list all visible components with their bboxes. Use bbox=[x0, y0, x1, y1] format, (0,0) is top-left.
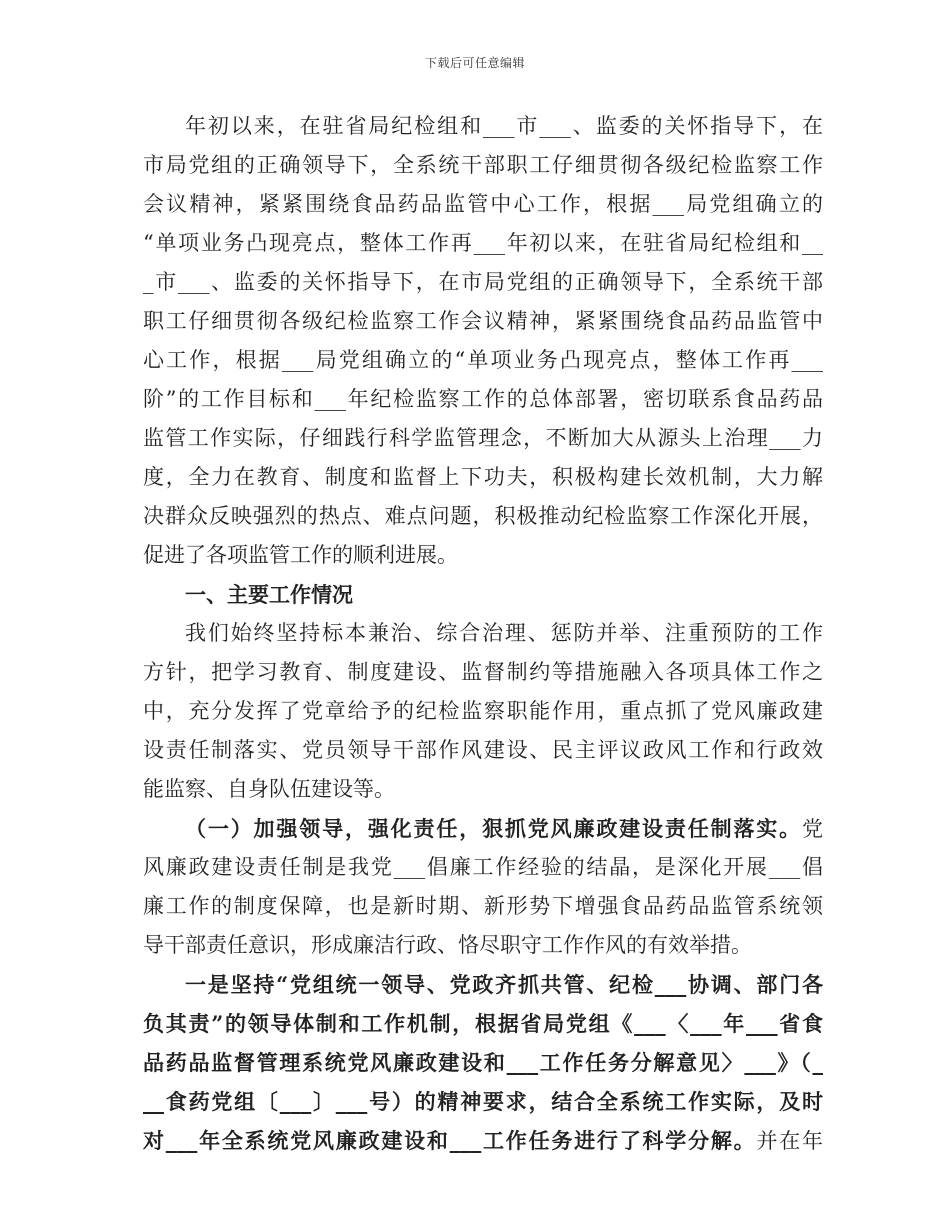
intro-line: _市___、监委的关怀指导下，在市局党组的正确领导下，全系统干部 bbox=[143, 270, 823, 294]
intro-line: 决群众反映强烈的热点、难点问题，积极推动纪检监察工作深化开展， bbox=[143, 504, 823, 528]
intro-paragraph bbox=[143, 107, 823, 575]
section-line: 中，充分发挥了党章给予的纪检监察职能作用，重点抓了党风廉政建 bbox=[143, 699, 823, 723]
section-line: 我们始终坚持标本兼治、综合治理、惩防并举、注重预防的工作 bbox=[185, 621, 823, 645]
intro-line: 职工仔细贯彻各级纪检监察工作会议精神，紧紧围绕食品药品监管中 bbox=[143, 309, 823, 333]
point-line: __食药党组〔___〕___号）的精神要求，结合全系统工作实际，及时 bbox=[143, 1089, 823, 1114]
point-last-bold: 对___年全系统党风廉政建设和___工作任务进行了科学分解。 bbox=[143, 1128, 757, 1153]
intro-line: 促进了各项监管工作的顺利进展。 bbox=[143, 543, 458, 567]
intro-line: 心工作，根据___局党组确立的“单项业务凸现亮点，整体工作再___ bbox=[143, 348, 823, 372]
intro-line: 监管工作实际，仔细践行科学监管理念，不断加大从源头上治理___力 bbox=[143, 426, 823, 450]
point-line: 负其责”的领导体制和工作机制，根据省局党组《___〈___年___省食 bbox=[143, 1011, 823, 1036]
section-heading: 一、主要工作情况 bbox=[185, 582, 353, 607]
intro-line: 会议精神，紧紧围绕食品药品监管中心工作，根据___局党组确立的 bbox=[143, 192, 823, 216]
intro-line: 度，全力在教育、制度和监督上下功夫，积极构建长效机制，大力解 bbox=[143, 465, 823, 489]
subsection-line: 风廉政建设责任制是我党___倡廉工作经验的结晶，是深化开展___倡 bbox=[143, 855, 823, 879]
intro-line: “单项业务凸现亮点，整体工作再___年初以来，在驻省局纪检组和__ bbox=[143, 231, 823, 255]
subsection-first-line bbox=[143, 809, 823, 848]
section-line: 方针，把学习教育、制度建设、监督制约等措施融入各项具体工作之 bbox=[143, 660, 823, 684]
document-body bbox=[143, 107, 823, 1160]
page-header: 下载后可任意编辑 bbox=[424, 56, 525, 70]
point-line: 品药品监督管理系统党风廉政建设和___工作任务分解意见〉___》（_ bbox=[143, 1050, 823, 1075]
section-paragraph bbox=[143, 614, 823, 809]
point-line: 一是坚持“党组统一领导、党政齐抓共管、纪检___协调、部门各 bbox=[185, 972, 823, 997]
section-line: 能监察、自身队伍建设等。 bbox=[143, 777, 395, 801]
section-line: 设责任制落实、党员领导干部作风建设、民主评议政风工作和行政效 bbox=[143, 738, 823, 762]
subsection-paragraph bbox=[143, 809, 823, 965]
intro-line: 市局党组的正确领导下，全系统干部职工仔细贯彻各级纪检监察工作 bbox=[143, 153, 823, 177]
subsection-title: （一）加强领导，强化责任，狠抓党风廉政建设责任制落实。 bbox=[185, 816, 802, 841]
intro-line: 年初以来，在驻省局纪检组和___市___、监委的关怀指导下，在 bbox=[185, 114, 823, 138]
point-last-line bbox=[143, 1121, 823, 1160]
intro-line: 阶”的工作目标和___年纪检监察工作的总体部署，密切联系食品药品 bbox=[143, 387, 823, 411]
subsection-line: 导干部责任意识，形成廉洁行政、恪尽职守工作作风的有效举措。 bbox=[143, 933, 752, 957]
subsection-line: 廉工作的制度保障，也是新时期、新形势下增强食品药品监管系统领 bbox=[143, 894, 823, 918]
subsection-first-tail: 党 bbox=[802, 817, 823, 841]
point-paragraph bbox=[143, 965, 823, 1160]
point-last-tail: 并在年 bbox=[756, 1129, 823, 1153]
